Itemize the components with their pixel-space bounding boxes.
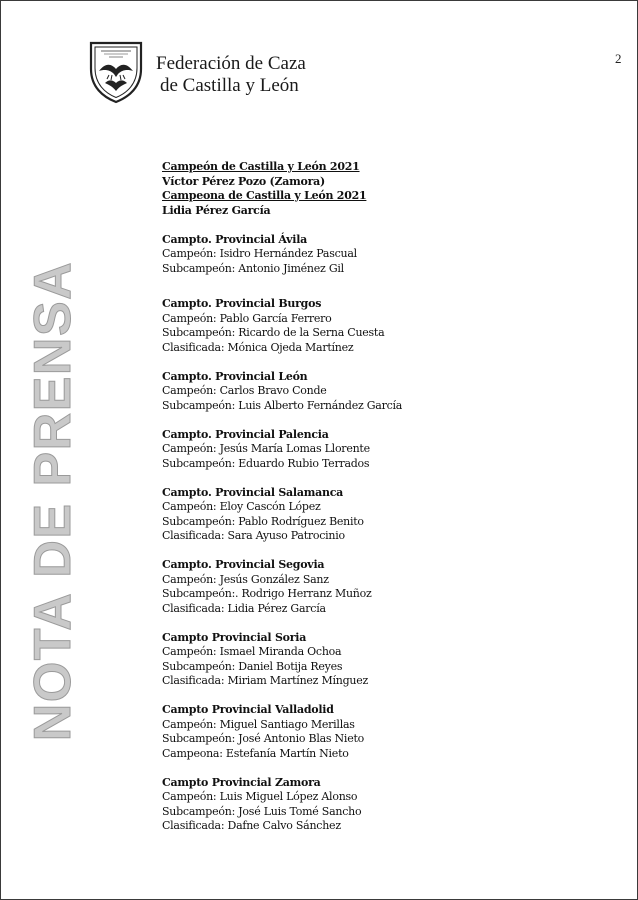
result-line: Subcampeón: Antonio Jiménez Gil <box>162 261 344 275</box>
result-line: Campeona: Estefanía Martín Nieto <box>162 746 349 760</box>
organization-name-line1: Federación de Caza <box>156 53 306 74</box>
result-line: Clasificada: Miriam Martínez Mínguez <box>162 674 369 687</box>
section-title: Campto. Provincial Burgos <box>162 297 322 310</box>
regional-champions-block <box>162 160 582 218</box>
result-line: Campeón: Pablo García Ferrero <box>162 311 332 325</box>
regional-champion-heading: Campeón de Castilla y León 2021 <box>162 160 360 173</box>
result-line: Campeón: Miguel Santiago Merillas <box>162 717 355 731</box>
result-line: Campeón: Luis Miguel López Alonso <box>162 790 358 803</box>
result-line: Campeón: Carlos Bravo Conde <box>162 384 327 397</box>
section-title: Campto. Provincial León <box>162 369 308 383</box>
result-line: Campeón: Ismael Miranda Ochoa <box>162 645 342 658</box>
regional-champion-name: Víctor Pérez Pozo (Zamora) <box>162 174 325 188</box>
provincial-section-soria <box>162 631 582 689</box>
organization-name-line2: de Castilla y León <box>160 75 299 96</box>
section-title: Campto Provincial Soria <box>162 630 307 644</box>
result-line: Subcampeón: Luis Alberto Fernández García <box>162 398 403 412</box>
result-line: Clasificada: Mónica Ojeda Martínez <box>162 340 354 354</box>
provincial-section-avila <box>162 233 582 277</box>
section-title: Campto. Provincial Segovia <box>162 558 325 571</box>
page-number: 2 <box>615 51 622 66</box>
regional-champion-women-name: Lidia Pérez García <box>162 203 271 217</box>
regional-champion-women-heading: Campeona de Castilla y León 2021 <box>162 189 367 202</box>
press-release-watermark: NOTA DE PRENSA <box>24 260 82 742</box>
result-line: Subcampeón: Eduardo Rubio Terrados <box>162 456 370 470</box>
section-title: Campto Provincial Valladolid <box>162 703 334 716</box>
provincial-section-valladolid <box>162 703 582 761</box>
result-line: Campeón: Eloy Cascón López <box>162 500 321 513</box>
result-line: Campeón: Jesús María Lomas Llorente <box>162 442 370 455</box>
provincial-section-salamanca <box>162 486 582 544</box>
result-line: Subcampeón:. Rodrigo Herranz Muñoz <box>162 587 372 600</box>
result-line: Subcampeón: Pablo Rodríguez Benito <box>162 514 364 528</box>
results-content <box>162 160 582 834</box>
section-title: Campto. Provincial Palencia <box>162 427 329 441</box>
section-title: Campto. Provincial Salamanca <box>162 485 344 499</box>
section-title: Campto. Provincial Ávila <box>162 232 308 246</box>
provincial-section-palencia <box>162 428 582 472</box>
provincial-section-burgos <box>162 297 582 355</box>
provincial-section-segovia <box>162 558 582 616</box>
result-line: Clasificada: Lidia Pérez García <box>162 601 326 615</box>
result-line: Subcampeón: José Antonio Blas Nieto <box>162 732 364 745</box>
result-line: Campeón: Jesús González Sanz <box>162 572 329 586</box>
federation-logo-shield-icon <box>87 39 145 105</box>
result-line: Subcampeón: Ricardo de la Serna Cuesta <box>162 326 385 339</box>
provincial-section-zamora <box>162 776 582 834</box>
provincial-section-leon <box>162 370 582 414</box>
result-line: Campeón: Isidro Hernández Pascual <box>162 247 357 260</box>
result-line: Clasificada: Sara Ayuso Patrocinio <box>162 529 345 542</box>
result-line: Subcampeón: José Luis Tomé Sancho <box>162 804 362 818</box>
organization-name <box>156 53 306 97</box>
result-line: Subcampeón: Daniel Botija Reyes <box>162 659 343 673</box>
section-title: Campto Provincial Zamora <box>162 775 321 789</box>
result-line: Clasificada: Dafne Calvo Sánchez <box>162 819 341 832</box>
